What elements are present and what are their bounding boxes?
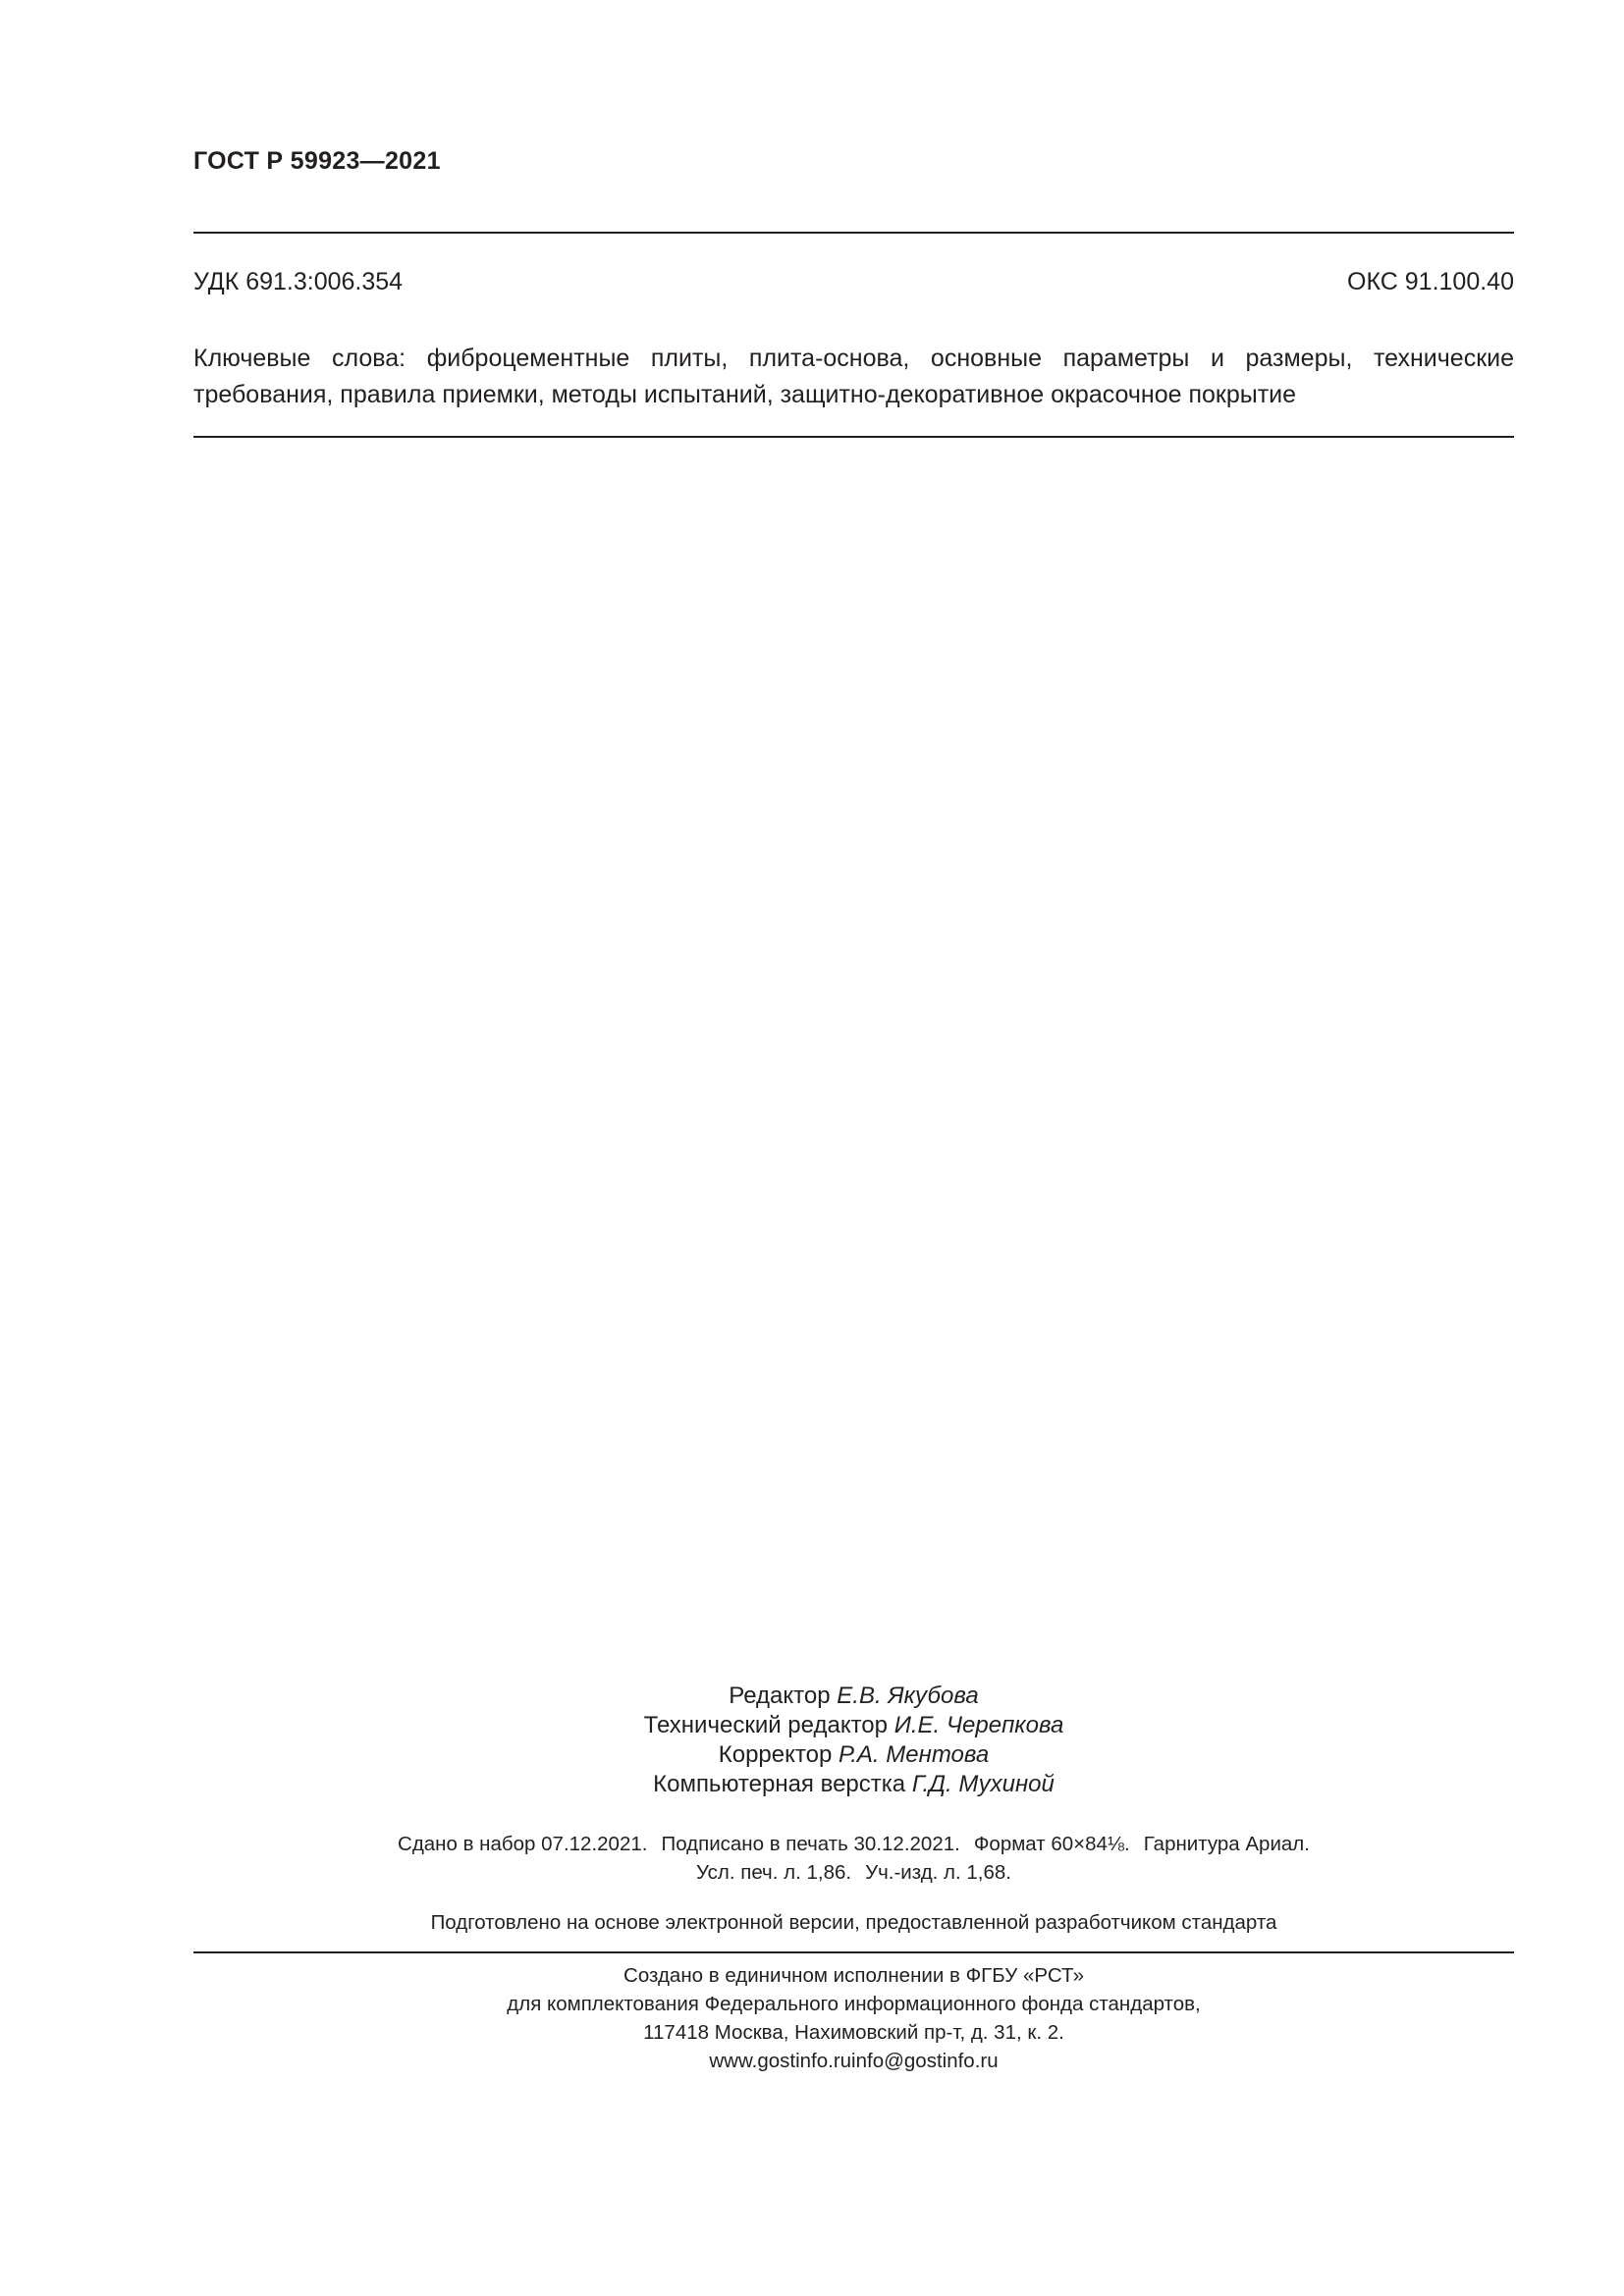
credit-name: Р.А. Ментова — [838, 1741, 990, 1768]
imprint-block — [193, 1830, 1514, 1887]
imprint-line-1 — [193, 1830, 1514, 1858]
typeface: Гарнитура Ариал. — [1143, 1833, 1310, 1855]
credits-block — [193, 1682, 1514, 1799]
standard-number: ГОСТ Р 59923—2021 — [193, 147, 441, 175]
keywords-paragraph: Ключевые слова: фиброцементные плиты, плита-основа, основные параметры и размеры, технические требования, правила приемки, методы испытаний, защитно-декоративное окрасочное покрытие — [193, 345, 1514, 408]
publisher-line-3: 117418 Москва, Нахимовский пр-т, д. 31, к. 2. — [643, 2021, 1064, 2044]
credit-line — [193, 1682, 1514, 1711]
udk-code: УДК 691.3:006.354 — [193, 268, 404, 295]
prepared-note: Подготовлено на основе электронной версии, предоставленной разработчиком стандарта — [430, 1911, 1277, 1934]
publisher-line-2: для комплектования Федерального информационного фонда стандартов, — [507, 1993, 1201, 2015]
credit-line — [193, 1740, 1514, 1770]
credit-line — [193, 1770, 1514, 1799]
credit-name: Г.Д. Мухиной — [911, 1771, 1055, 1797]
submitted-date: Сдано в набор 07.12.2021. — [398, 1833, 648, 1855]
credit-role: Редактор — [729, 1682, 831, 1709]
publisher-divider — [193, 1951, 1514, 1953]
publisher-sheets: Уч.-изд. л. 1,68. — [865, 1861, 1012, 1884]
credit-role: Корректор — [718, 1741, 833, 1768]
credit-name: Е.В. Якубова — [837, 1682, 979, 1709]
credit-role: Компьютерная верстка — [653, 1771, 906, 1797]
paper-format: Формат 60×84⅛. — [973, 1833, 1130, 1855]
top-divider — [193, 232, 1514, 234]
signed-date: Подписано в печать 30.12.2021. — [661, 1833, 960, 1855]
publisher-block — [193, 1961, 1514, 2075]
imprint-line-2 — [193, 1858, 1514, 1887]
keywords-divider — [193, 436, 1514, 438]
email-link[interactable]: info@gostinfo.ru — [851, 2050, 999, 2072]
oks-code: ОКС 91.100.40 — [1347, 268, 1514, 295]
print-sheets: Усл. печ. л. 1,86. — [695, 1861, 852, 1884]
publisher-line-1: Создано в единичном исполнении в ФГБУ «РСТ» — [623, 1964, 1084, 1987]
credit-name: И.Е. Черепкова — [893, 1712, 1064, 1738]
credit-line — [193, 1711, 1514, 1740]
publisher-contacts — [193, 2047, 1514, 2075]
website-link[interactable]: www.gostinfo.ru — [709, 2050, 852, 2072]
credit-role: Технический редактор — [643, 1712, 889, 1738]
